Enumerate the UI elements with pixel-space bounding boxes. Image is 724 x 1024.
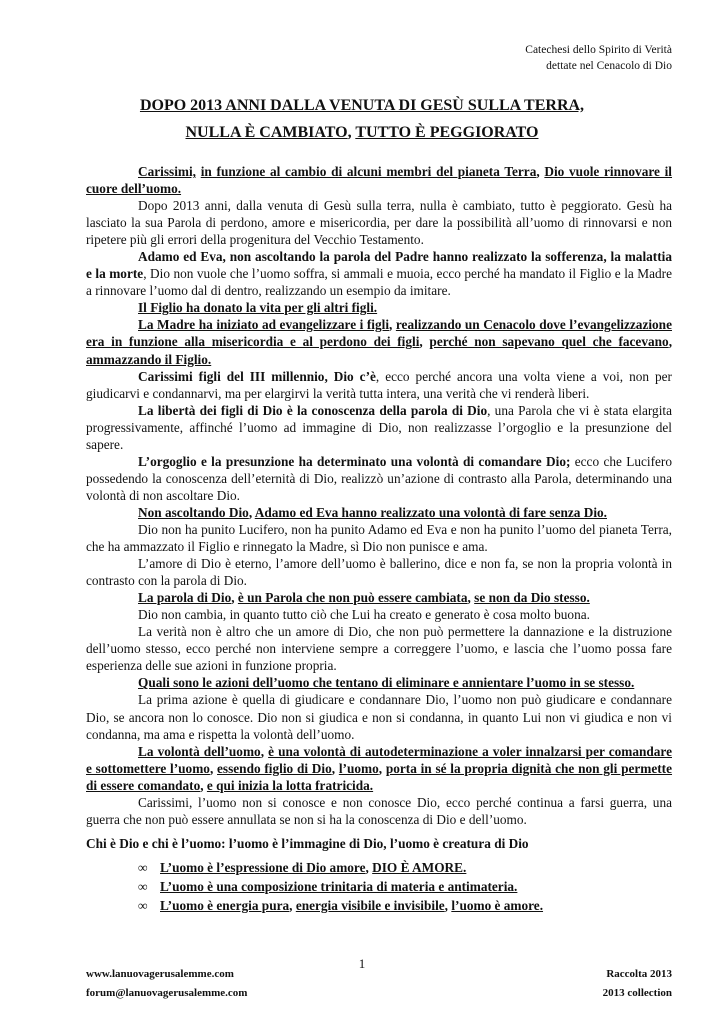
p5-c: realizzando un Cenacolo dove l’evangelizzazione era in funzione alla misericordia e al perdono dei figli: [86, 317, 672, 350]
p17-d: ,: [209, 760, 218, 776]
footer-left: [86, 965, 247, 1003]
paragraph-4: [86, 299, 672, 316]
p1-c: in funzione al cambio di alcuni membri del pianeta Terra: [200, 164, 537, 179]
bullet-1-a: L’uomo è l’espressione di Dio amore: [160, 859, 366, 875]
header-line-2: dettate nel Cenacolo di Dio: [546, 60, 672, 72]
paragraph-18: Carissimi, l’uomo non si conosce e non conosce Dio, ecco perché continua a farsi guerra, una guerra che non può essere annullata se non si ha la conoscenza di Dio e dell’uomo.: [86, 794, 672, 827]
p17-j: ,: [200, 777, 207, 793]
bullet-3-a: L’uomo è energia pura: [160, 897, 290, 913]
infinity-icon: ∞: [138, 878, 148, 894]
paragraph-15: [86, 674, 672, 691]
paragraph-7: [86, 402, 672, 453]
p17-i: porta in sé la propria dignità che non gli permette di essere comandato: [86, 760, 673, 793]
list-item: [138, 858, 672, 877]
footer-collection: 2013 collection: [602, 987, 672, 999]
p7-a: La libertà dei figli di Dio è la conoscenza della parola di Dio: [138, 402, 488, 418]
p17-b: ,: [260, 743, 269, 759]
paragraph-2: Dopo 2013 anni, dalla venuta di Gesù sulla terra, nulla è cambiato, tutto è peggiorato. Gesù ha lasciato la sua Parola di perdono, amore e misericordia, per dare la possibilità all’uomo di rinnovarsi e non ripetere più gli errori della progenitura del Vecchio Testamento.: [86, 198, 672, 248]
infinity-icon: ∞: [138, 897, 148, 913]
paragraph-8: [86, 453, 672, 504]
p5-d: ,: [419, 334, 430, 350]
p12-e: se non da Dio stesso.: [474, 590, 590, 606]
paragraph-3: [86, 248, 672, 299]
paragraph-17: [86, 743, 672, 794]
paragraph-9: [86, 504, 672, 521]
p5-a: La Madre ha iniziato ad evangelizzare i figli: [138, 317, 390, 333]
p12-a: La parola di Dio: [138, 590, 232, 606]
p8-a: L’orgoglio e la presunzione ha determinato una volontà di comandare Dio;: [138, 453, 571, 469]
paragraph-5: [86, 316, 672, 367]
footer-right: [603, 965, 672, 1003]
footer-raccolta: Raccolta 2013: [606, 968, 672, 980]
paragraph-6: [86, 368, 672, 402]
p17-h: ,: [378, 760, 386, 776]
bullet-list: [86, 858, 672, 915]
list-item: [138, 896, 672, 915]
bullet-1-b: ,: [365, 859, 373, 875]
title-line-1: DOPO 2013 ANNI DALLA VENUTA DI GESÙ SULLA TERRA,: [139, 97, 585, 114]
page-number: 1: [358, 956, 366, 971]
p9-c: Adamo ed Eva hanno realizzato una volontà di fare senza Dio.: [254, 504, 608, 520]
p12-d: ,: [467, 590, 475, 606]
p8-b: ecco che Lucifero possedendo la conoscenza dell’eternità di Dio, realizzò un’azione di contrasto alla Parola, determinando una volontà di non ascoltare Dio.: [86, 453, 673, 503]
p9-b: ,: [248, 504, 255, 520]
document-title: [0, 92, 724, 146]
header-line-1: Catechesi dello Spirito di Verità: [525, 44, 672, 56]
p1-d: ,: [536, 164, 545, 179]
paragraph-11: L’amore di Dio è eterno, l’amore dell’uomo è ballerino, dice e non fa, se non la propria volontà in contrasto con la parola di Dio.: [86, 556, 672, 589]
bullet-3-d: ,: [444, 897, 452, 913]
page-header: [525, 42, 672, 74]
p3-b: , Dio non vuole che l’uomo soffra, si ammali e muoia, ecco perché ha mandato il Figlio e la Madre a rinnovare l’uomo dal di dentro, realizzando un esempio da imitare.: [86, 266, 672, 299]
p17-a: La volontà dell’uomo: [138, 743, 261, 759]
p5-f: ,: [668, 334, 673, 350]
p17-g: l’uomo: [338, 760, 379, 776]
p15-text: Quali sono le azioni dell’uomo che tentano di eliminare e annientare l’uomo in se stesso.: [138, 675, 635, 691]
footer-forum-email[interactable]: forum@lanuovagerusalemme.com: [86, 987, 248, 999]
bullet-3-e: l’uomo è amore.: [451, 897, 544, 913]
list-item: [138, 877, 672, 896]
title-line-2-part-b: TUTTO È PEGGIORATO: [355, 124, 539, 141]
paragraph-12: [86, 589, 672, 606]
p12-c: è un Parola che non può essere cambiata: [237, 590, 468, 606]
p17-e: essendo figlio di Dio: [217, 760, 332, 776]
p5-b: ,: [389, 317, 396, 333]
paragraph-14: La verità non è altro che un amore di Dio, che non può permettere la dannazione e la distruzione dell’uomo stesso, ecco perché non interviene sempre a correggere l’uomo, e lascia che l’uomo possa fare esperienza delle sue azioni in funzione propria.: [86, 624, 672, 674]
paragraph-13: Dio non cambia, in quanto tutto ciò che Lui ha creato e generato è cosa molto buona.: [138, 607, 590, 623]
bullet-3-c: energia visibile e invisibile: [295, 897, 445, 913]
paragraph-10: Dio non ha punito Lucifero, non ha punito Adamo ed Eva e non ha punito l’uomo del pianeta Terra, che ha ammazzato il Figlio e rinnegato la Madre, sì Dio non punisce e ama.: [86, 521, 672, 555]
p6-b: , ecco perché ancora una volta viene a voi, non per giudicarvi e condannarvi, ma per elargirvi la verità tutta intera, una verità che vi renderà liberi.: [86, 368, 672, 401]
section-heading: Chi è Dio e chi è l’uomo: l’uomo è l’immagine di Dio, l’uomo è creatura di Dio: [86, 835, 529, 851]
title-line-2-sep: ,: [347, 124, 356, 141]
p1-e: Dio vuole rinnovare il cuore dell’uomo.: [86, 164, 673, 197]
bullet-2-a: L’uomo è una composizione trinitaria di materia e antimateria.: [160, 878, 518, 894]
p17-c: è una volontà di autodeterminazione a voler innalzarsi per comandare e sottomettere l’uomo: [86, 743, 672, 776]
p5-g: ammazzando il Figlio.: [86, 351, 212, 367]
p1-a: Carissimi,: [138, 164, 196, 179]
paragraph-1: [86, 163, 672, 197]
bullet-1-c: DIO È AMORE.: [372, 859, 467, 875]
p7-b: , una Parola che vi è stata elargita progressivamente, affinché l’uomo ad immagine di Dio, non realizzasse l’orgoglio e la presunzione del sapere.: [86, 402, 672, 452]
title-line-2-part-a: NULLA È CAMBIATO: [185, 124, 348, 141]
bullet-3-b: ,: [289, 897, 296, 913]
paragraph-16: La prima azione è quella di giudicare e condannare Dio, l’uomo non può giudicare e condannare Dio, se ancora non lo conosce. Dio non si giudica e non si condanna, in quanto Lui non vi giudica e non vi condanna, ma ama e rispetta la volontà dell’uomo.: [86, 692, 672, 742]
p5-e: perché non sapevano quel che facevano: [429, 334, 669, 350]
document-body: [86, 163, 672, 915]
footer-website-link[interactable]: www.lanuovagerusalemme.com: [86, 968, 234, 980]
p4-text: Il Figlio ha donato la vita per gli altri figli.: [138, 300, 378, 316]
p17-k: e qui inizia la lotta fratricida.: [206, 777, 374, 793]
infinity-icon: ∞: [138, 859, 148, 875]
p3-a: Adamo ed Eva, non ascoltando la parola del Padre hanno realizzato la sofferenza, la malattia e la morte: [86, 249, 672, 282]
title-line-2: [0, 119, 724, 146]
p12-b: ,: [231, 590, 238, 606]
p9-a: Non ascoltando Dio: [138, 504, 249, 520]
p17-f: ,: [331, 760, 339, 776]
p6-a: Carissimi figli del III millennio, Dio c’è: [138, 368, 376, 384]
